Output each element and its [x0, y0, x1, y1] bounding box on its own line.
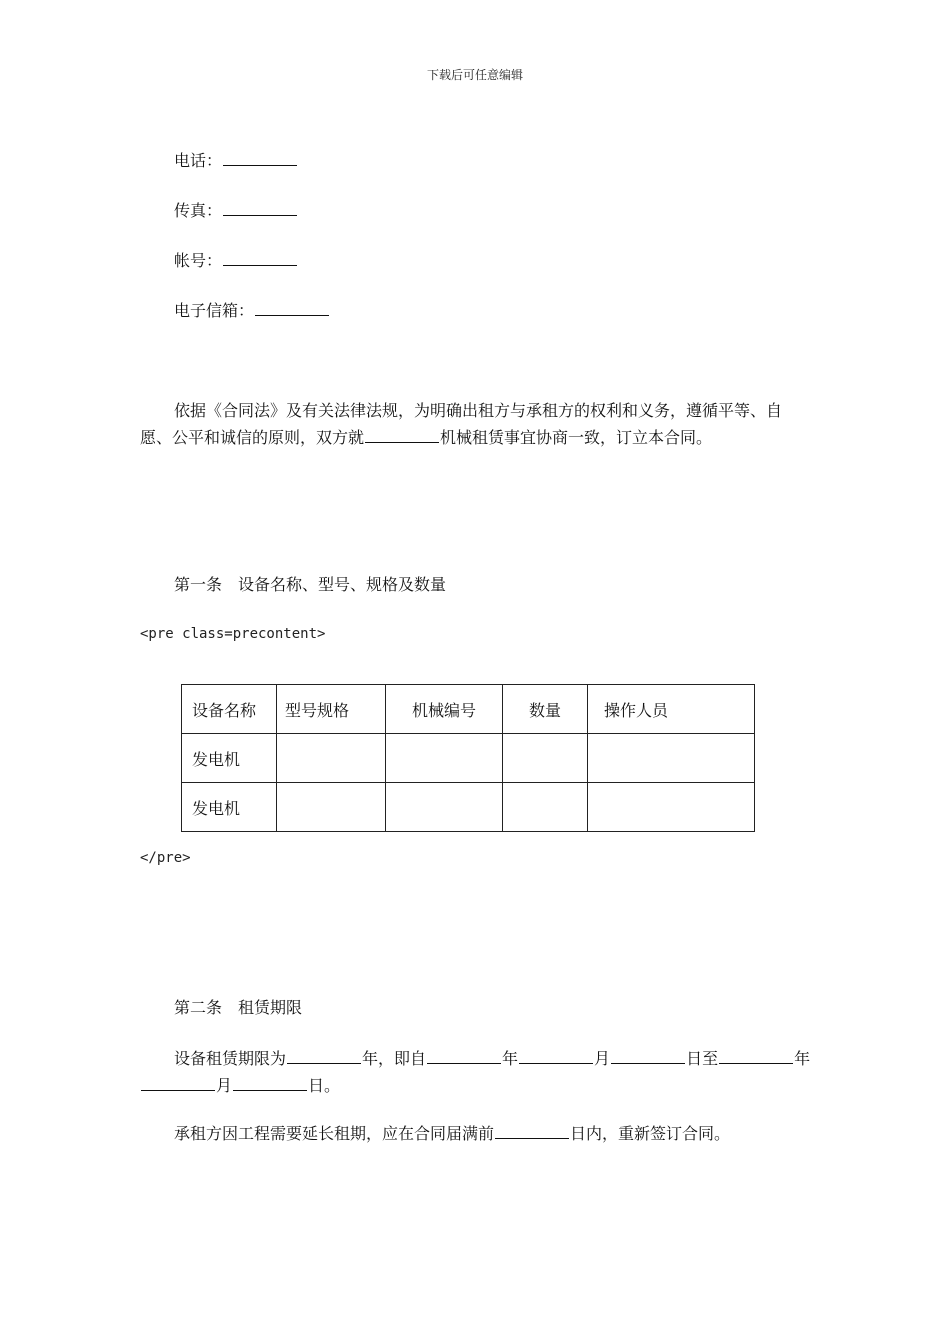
phone-line [174, 151, 298, 171]
account-label: 帐号： [174, 251, 223, 270]
table-cell [277, 783, 386, 832]
header-cell: 型号规格 [277, 685, 386, 734]
start-year-blank [427, 1049, 501, 1064]
table-cell [386, 783, 503, 832]
account-line [174, 251, 298, 271]
header-cell: 操作人员 [588, 685, 755, 734]
table-cell [588, 783, 755, 832]
table-cell: 发电机 [182, 783, 277, 832]
header-cell: 数量 [503, 685, 588, 734]
page-header: 下载后可任意编辑 [426, 68, 523, 82]
term-text: 年 [502, 1049, 519, 1068]
header-cell: 设备名称 [182, 685, 277, 734]
fax-blank [223, 201, 297, 216]
table-cell [386, 734, 503, 783]
term-text: 设备租赁期限为 [174, 1049, 287, 1068]
table-row [182, 783, 755, 832]
term-paragraph [140, 1045, 812, 1099]
table-row [182, 734, 755, 783]
table-cell [277, 734, 386, 783]
email-label: 电子信箱： [174, 301, 255, 320]
term-text: 日至 [686, 1049, 719, 1068]
header-cell: 机械编号 [386, 685, 503, 734]
extension-line [174, 1124, 730, 1144]
end-day-blank [233, 1076, 307, 1091]
preamble-paragraph [140, 397, 812, 451]
table-cell [503, 734, 588, 783]
term-text: 月 [594, 1049, 611, 1068]
article2-title: 第二条 租赁期限 [174, 998, 303, 1017]
phone-blank [223, 151, 297, 166]
email-blank [255, 301, 329, 316]
years-blank [287, 1049, 361, 1064]
table-cell [588, 734, 755, 783]
start-month-blank [519, 1049, 593, 1064]
extension-text: 日内，重新签订合同。 [570, 1124, 731, 1143]
table-header-row [182, 685, 755, 734]
table-cell: 发电机 [182, 734, 277, 783]
extension-days-blank [495, 1124, 569, 1139]
term-text: 年，即自 [362, 1049, 427, 1068]
preamble-blank [365, 428, 439, 443]
fax-label: 传真： [174, 201, 223, 220]
equipment-table [181, 684, 755, 832]
phone-label: 电话： [174, 151, 223, 170]
fax-line [174, 201, 298, 221]
start-day-blank [611, 1049, 685, 1064]
pre-open-tag: <pre class=precontent> [140, 626, 326, 642]
end-year-blank [719, 1049, 793, 1064]
preamble-text-2: 机械租赁事宜协商一致，订立本合同。 [440, 428, 713, 447]
end-month-blank [141, 1076, 215, 1091]
preamble-text-1: 依据《合同法》及有关法律法规，为明确出租方与承租方的权利和义务，遵循平等、自愿、公平和诚信的原则，双方就 [140, 401, 783, 447]
term-text: 月 [216, 1076, 233, 1095]
email-line [174, 301, 330, 321]
account-blank [223, 251, 297, 266]
article1-title: 第一条 设备名称、型号、规格及数量 [174, 575, 447, 594]
table-cell [503, 783, 588, 832]
pre-close-tag: </pre> [140, 850, 191, 866]
extension-text: 承租方因工程需要延长租期，应在合同届满前 [174, 1124, 495, 1143]
term-text: 日。 [308, 1076, 341, 1095]
term-text: 年 [794, 1049, 811, 1068]
